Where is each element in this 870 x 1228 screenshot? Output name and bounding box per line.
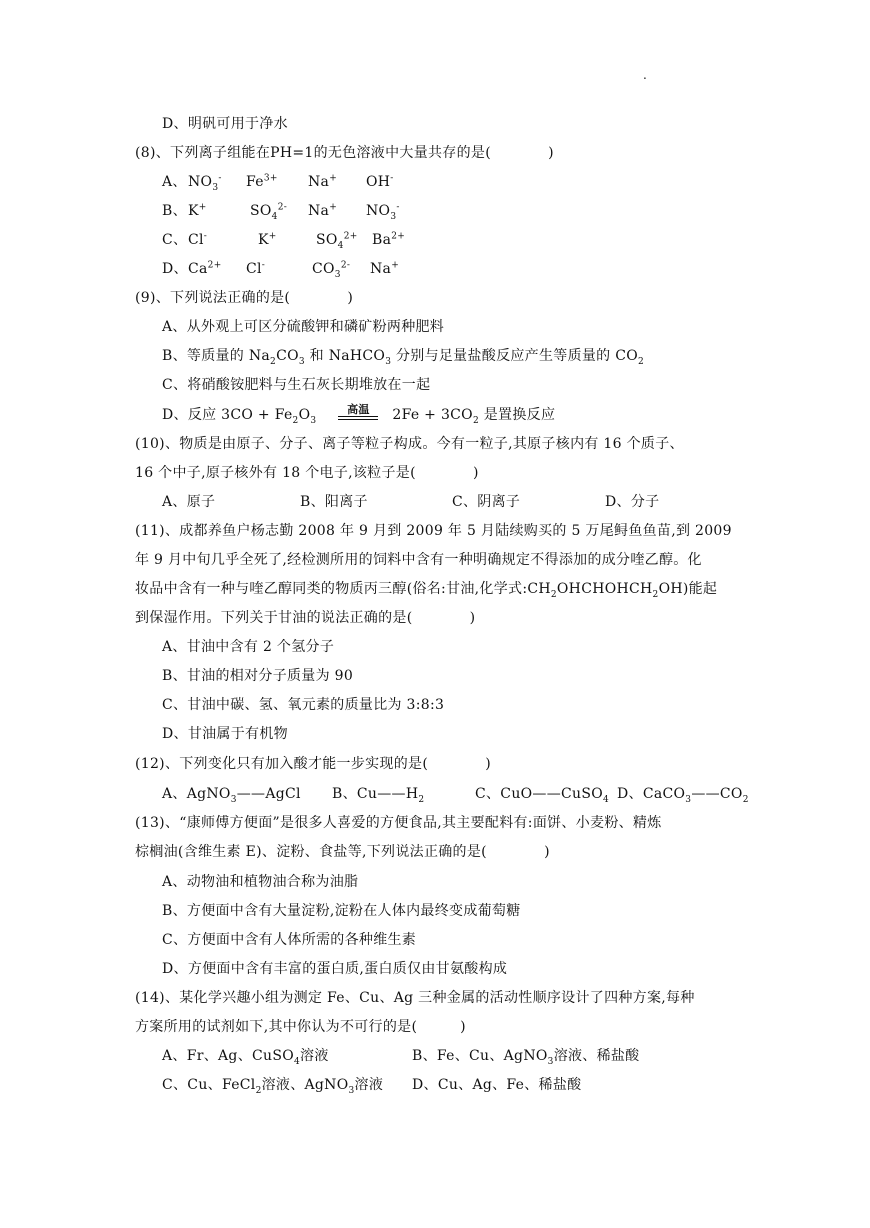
q11-option-b: B、甘油的相对分子质量为 90 xyxy=(162,668,354,684)
q11-option-a: A、甘油中含有 2 个氢分子 xyxy=(162,639,335,655)
q11-line-4: 到保湿作用。下列关于甘油的说法正确的是( ) xyxy=(135,610,476,626)
q12-option-a: A、AgNO$_3$——AgCl xyxy=(162,786,301,805)
q11-line-2: 年 9 月中旬几乎全死了,经检测所用的饲料中含有一种明确规定不得添加的成分喹乙醇。化 xyxy=(135,552,702,568)
q10-option-b: B、阳离子 xyxy=(300,494,368,510)
q13-line-2: 棕榈油(含维生素 E)、淀粉、食盐等,下列说法正确的是( ) xyxy=(135,844,550,860)
reaction-condition-arrow: 高温 xyxy=(338,405,378,425)
q14-option-b: B、Fe、Cu、AgNO$_3$溶液、稀盐酸 xyxy=(412,1048,640,1067)
q10-line-2: 16 个中子,原子核外有 18 个电子,该粒子是( ) xyxy=(135,465,479,481)
q9-stem: (9)、下列说法正确的是( ) xyxy=(135,290,354,306)
q9-option-d: D、反应 $3CO + Fe_2O_3$ 高温 $2Fe + 3CO_2$ 是置换反应 xyxy=(162,403,556,426)
q14-option-a: A、Fr、Ag、CuSO$_4$溶液 xyxy=(162,1048,329,1067)
q9-option-c: C、将硝酸铵肥料与生石灰长期堆放在一起 xyxy=(162,377,431,393)
q13-option-a: A、动物油和植物油合称为油脂 xyxy=(162,874,359,890)
q13-option-b: B、方便面中含有大量淀粉,淀粉在人体内最终变成葡萄糖 xyxy=(162,903,521,919)
q9-option-b: B、等质量的 $Na_2CO_3$ 和 NaHCO$_3$ 分别与足量盐酸反应产生等质量的 $CO_2$ xyxy=(162,348,645,367)
q12-option-d: D、$CaCO_3——CO_2$ xyxy=(617,786,749,805)
q12-option-b: B、$Cu——H_2$ xyxy=(332,786,425,805)
q10-option-c: C、阴离子 xyxy=(452,494,521,510)
q12-stem: (12)、下列变化只有加入酸才能一步实现的是( ) xyxy=(135,756,492,772)
q11-line-1: (11)、成都养鱼户杨志勤 2008 年 9 月到 2009 年 5 月陆续购买的 5 万尾鲟鱼鱼苗,到 2009 xyxy=(135,523,732,539)
q13-line-1: (13)、“康师傅方便面”是很多人喜爱的方便食品,其主要配料有:面饼、小麦粉、精炼 xyxy=(135,815,662,831)
q12-option-c: C、CuO——CuSO$_4$ xyxy=(475,786,610,805)
q11-line-3: 妆品中含有一种与喹乙醇同类的物质丙三醇(俗名:甘油,化学式$:CH_2OHCHOHCH_2OH$)能起 xyxy=(135,581,718,600)
q11-option-d: D、甘油属于有机物 xyxy=(162,726,288,742)
q9-option-a: A、从外观上可区分硫酸钾和磷矿粉两种肥料 xyxy=(162,319,445,335)
q13-option-c: C、方便面中含有人体所需的各种维生素 xyxy=(162,932,417,948)
q10-option-a: A、原子 xyxy=(162,494,216,510)
q11-option-c: C、甘油中碳、氢、氧元素的质量比为 3:8:3 xyxy=(162,697,445,713)
q7-option-d: D、明矾可用于净水 xyxy=(162,116,288,132)
q13-option-d: D、方便面中含有丰富的蛋白质,蛋白质仅由甘氨酸构成 xyxy=(162,961,508,977)
q10-line-1: (10)、物质是由原子、分子、离子等粒子构成。今有一粒子,其原子核内有 16 个质子、 xyxy=(135,436,684,452)
q10-option-d: D、分子 xyxy=(605,494,660,510)
q14-line-1: (14)、某化学兴趣小组为测定 Fe、Cu、Ag 三种金属的活动性顺序设计了四种方案,每种 xyxy=(135,990,695,1006)
q14-option-d: D、Cu、Ag、Fe、稀盐酸 xyxy=(412,1077,582,1093)
q8-stem: (8)、下列离子组能在PH=1的无色溶液中大量共存的是( ) xyxy=(135,145,554,161)
q14-line-2: 方案所用的试剂如下,其中你认为不可行的是( ) xyxy=(135,1019,466,1035)
page-dot: . xyxy=(643,68,647,82)
q14-option-c: C、Cu、FeCl$_2$溶液、AgNO$_3$溶液 xyxy=(162,1077,384,1096)
